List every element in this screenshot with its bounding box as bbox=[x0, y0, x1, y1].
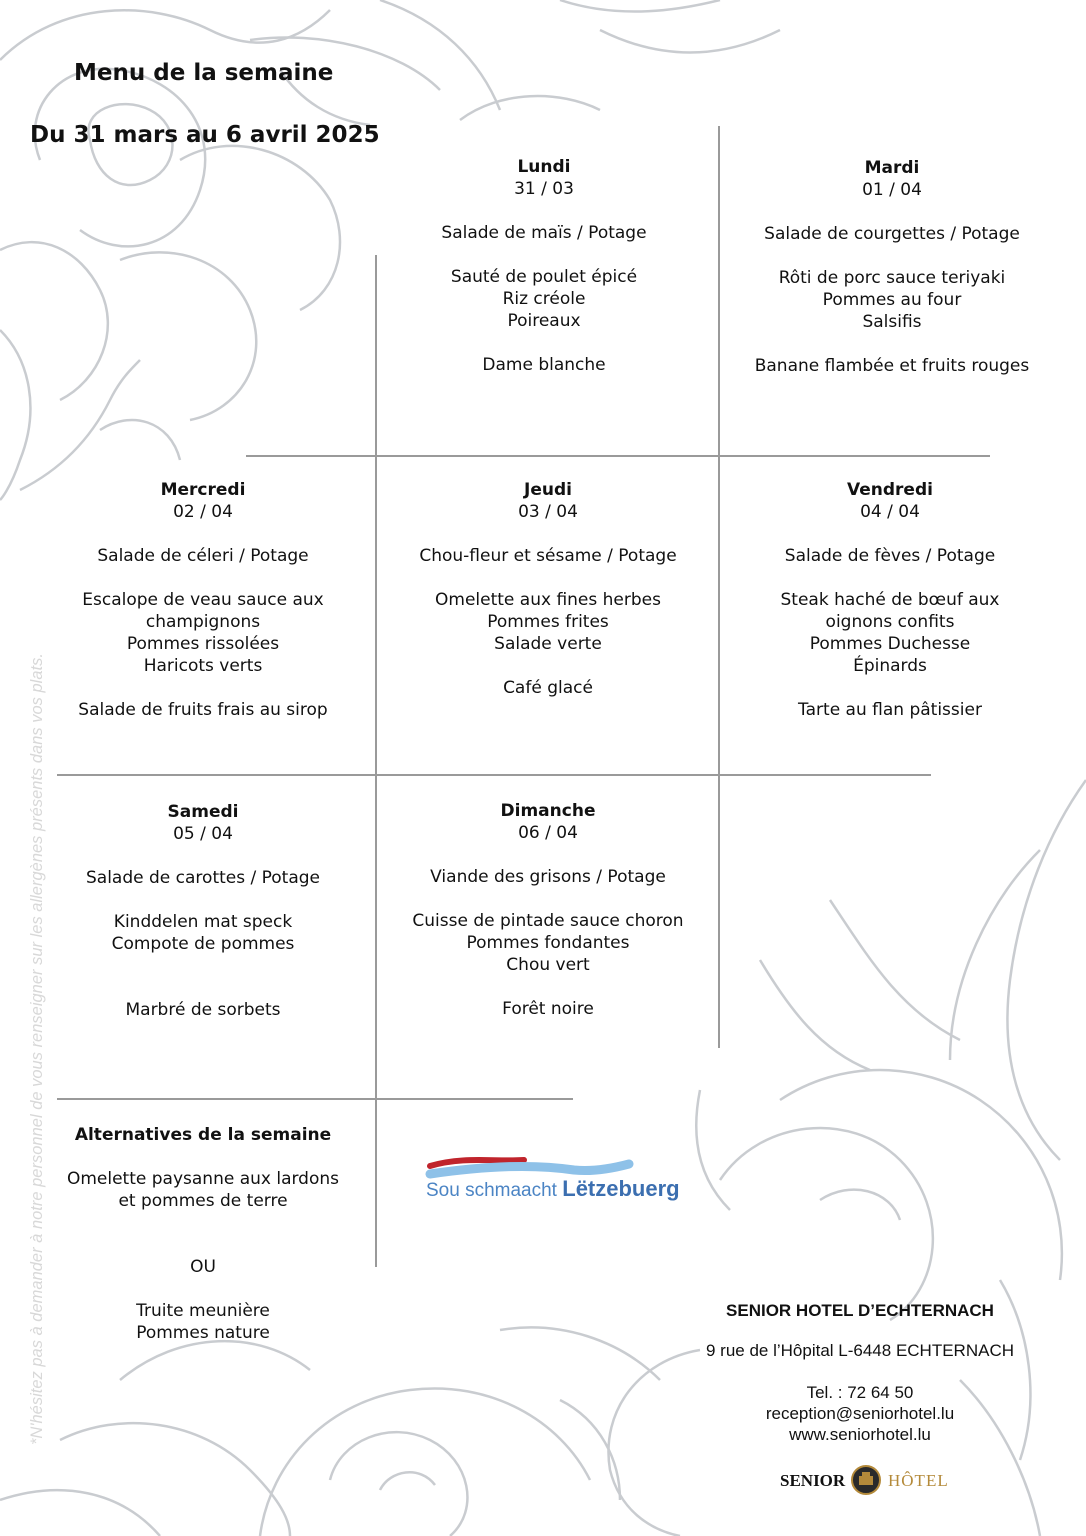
day-date: 06 / 04 bbox=[518, 823, 578, 843]
dessert: Dame blanche bbox=[482, 355, 606, 375]
day-date: 02 / 04 bbox=[173, 502, 233, 522]
hotel-info bbox=[690, 1300, 1030, 1445]
dessert: Forêt noire bbox=[502, 999, 594, 1019]
side-dish: Pommes au four bbox=[822, 290, 962, 310]
side-dish: Épinards bbox=[853, 656, 927, 676]
day-name: Samedi bbox=[167, 802, 239, 822]
hotel-emblem-icon bbox=[850, 1464, 882, 1496]
page-subtitle: Du 31 mars au 6 avril 2025 bbox=[30, 122, 380, 148]
side-dish: Salsifis bbox=[862, 312, 922, 332]
side-dish: Haricots verts bbox=[143, 656, 263, 676]
alternative-option: et pommes de terre bbox=[118, 1191, 288, 1211]
side-dish: Compote de pommes bbox=[111, 934, 295, 954]
side-dish: Poireaux bbox=[507, 311, 581, 331]
day-name: Jeudi bbox=[524, 480, 572, 500]
main-dish: Rôti de porc sauce teriyaki bbox=[778, 268, 1006, 288]
main-dish: Steak haché de bœuf aux bbox=[780, 590, 1000, 610]
side-dish: Riz créole bbox=[502, 289, 586, 309]
starter: Salade de céleri / Potage bbox=[97, 546, 309, 566]
hotel-name: SENIOR HOTEL D’ECHTERNACH bbox=[726, 1301, 994, 1320]
main-dish: Omelette aux fines herbes bbox=[435, 590, 661, 610]
grid-line-h2 bbox=[57, 774, 931, 776]
alternatives-cell bbox=[60, 1124, 346, 1344]
logo-text: Sou schmaacht Lëtzebuerg bbox=[426, 1176, 680, 1201]
grid-line-h1 bbox=[246, 455, 990, 457]
dessert: Salade de fruits frais au sirop bbox=[78, 700, 328, 720]
alternative-option: Omelette paysanne aux lardons bbox=[66, 1169, 340, 1189]
dessert: Café glacé bbox=[503, 678, 593, 698]
starter: Viande des grisons / Potage bbox=[430, 867, 666, 887]
dessert: Tarte au flan pâtissier bbox=[798, 700, 982, 720]
alternative-option: Truite meunière bbox=[136, 1301, 270, 1321]
alternative-option: Pommes nature bbox=[136, 1323, 270, 1343]
day-date: 04 / 04 bbox=[860, 502, 920, 522]
day-date: 31 / 03 bbox=[514, 179, 574, 199]
day-name: Mardi bbox=[864, 158, 920, 178]
starter: Salade de courgettes / Potage bbox=[764, 224, 1020, 244]
dessert: Banane flambée et fruits rouges bbox=[754, 356, 1030, 376]
side-dish: Chou vert bbox=[506, 955, 590, 975]
day-cell-lundi bbox=[404, 156, 684, 376]
hotel-email[interactable]: reception@seniorhotel.lu bbox=[765, 1404, 955, 1423]
senior-hotel-logo bbox=[780, 1462, 960, 1498]
main-dish: champignons bbox=[145, 612, 261, 632]
day-cell-dimanche bbox=[404, 800, 692, 1020]
main-dish: Kinddelen mat speck bbox=[113, 912, 293, 932]
starter: Salade de carottes / Potage bbox=[86, 868, 320, 888]
starter: Salade de fèves / Potage bbox=[784, 546, 996, 566]
page-title: Menu de la semaine bbox=[74, 60, 334, 86]
day-name: Lundi bbox=[517, 157, 571, 177]
brand-right-text: HÔTEL bbox=[888, 1471, 949, 1490]
day-name: Vendredi bbox=[847, 480, 933, 500]
main-dish: oignons confits bbox=[825, 612, 955, 632]
alternatives-separator: OU bbox=[190, 1257, 216, 1277]
hotel-address: 9 rue de l’Hôpital L-6448 ECHTERNACH bbox=[705, 1341, 1015, 1360]
day-name: Dimanche bbox=[500, 801, 596, 821]
starter: Chou-fleur et sésame / Potage bbox=[419, 546, 677, 566]
hotel-phone: Tel. : 72 64 50 bbox=[806, 1383, 914, 1402]
side-dish: Pommes frites bbox=[487, 612, 609, 632]
brand-left-text: SENIOR bbox=[780, 1471, 846, 1490]
allergen-note: *N'hésitez pas à demander à notre personnel de vous renseigner sur les allergènes présents dans vos plats. bbox=[28, 653, 46, 1445]
day-cell-mardi bbox=[742, 157, 1042, 377]
side-dish: Pommes rissolées bbox=[126, 634, 280, 654]
day-cell-vendredi bbox=[750, 479, 1030, 721]
day-date: 03 / 04 bbox=[518, 502, 578, 522]
day-date: 01 / 04 bbox=[862, 180, 922, 200]
sou-schmaacht-letzebuerg-logo bbox=[424, 1152, 680, 1212]
starter: Salade de maïs / Potage bbox=[441, 223, 647, 243]
main-dish: Sauté de poulet épicé bbox=[450, 267, 638, 287]
side-dish: Pommes fondantes bbox=[466, 933, 630, 953]
alternatives-title: Alternatives de la semaine bbox=[74, 1125, 332, 1145]
side-dish: Salade verte bbox=[494, 634, 602, 654]
day-cell-samedi bbox=[60, 801, 346, 1021]
hotel-website[interactable]: www.seniorhotel.lu bbox=[789, 1425, 931, 1444]
day-cell-mercredi bbox=[60, 479, 346, 721]
main-dish: Escalope de veau sauce aux bbox=[82, 590, 324, 610]
dessert: Marbré de sorbets bbox=[125, 1000, 281, 1020]
day-name: Mercredi bbox=[160, 480, 246, 500]
day-cell-jeudi bbox=[404, 479, 692, 699]
main-dish: Cuisse de pintade sauce choron bbox=[412, 911, 684, 931]
grid-line-v2 bbox=[718, 126, 720, 1048]
grid-line-v1 bbox=[375, 255, 377, 1267]
grid-line-h3 bbox=[57, 1098, 573, 1100]
side-dish: Pommes Duchesse bbox=[809, 634, 971, 654]
day-date: 05 / 04 bbox=[173, 824, 233, 844]
